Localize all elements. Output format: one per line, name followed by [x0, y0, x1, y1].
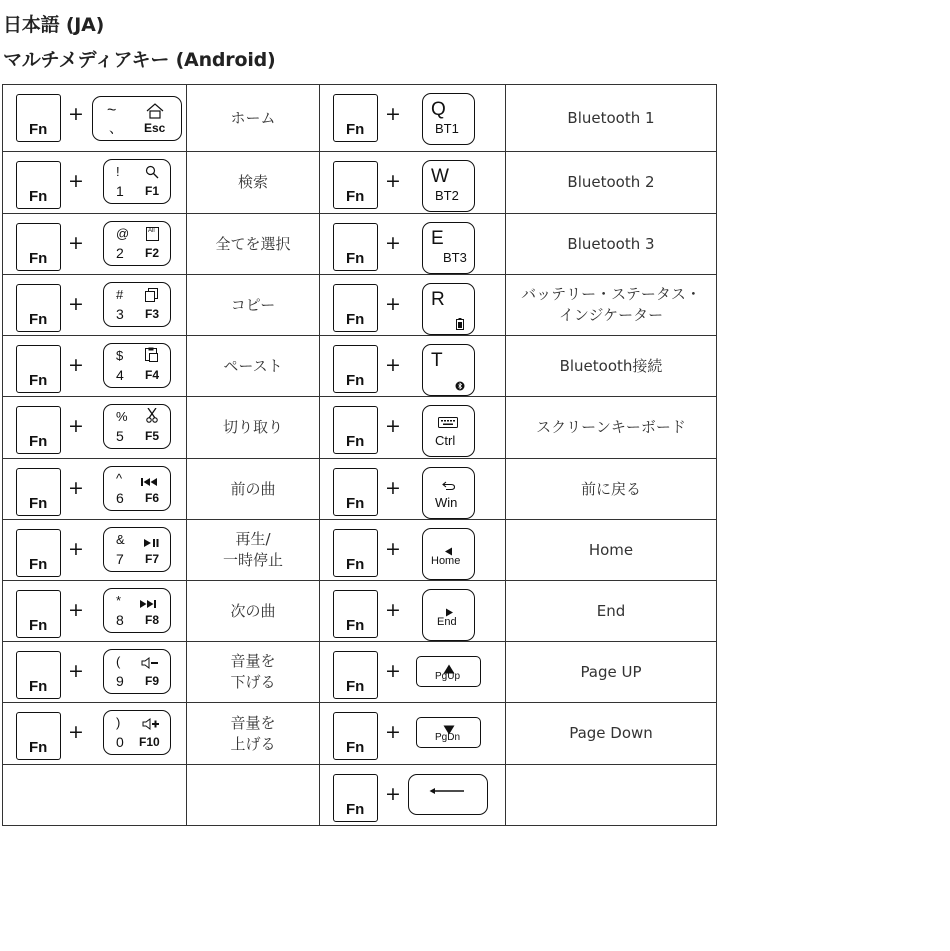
key-number: 5 — [116, 428, 124, 444]
left-key-combo-cell — [3, 152, 187, 214]
table-row — [3, 336, 717, 397]
fn-key-label: Fn — [29, 372, 48, 389]
left-key-combo-cell — [3, 275, 187, 336]
key-label: Ctrl — [435, 433, 456, 448]
function-key — [103, 466, 171, 511]
left-key-combo-cell — [3, 85, 187, 152]
fn-key — [333, 590, 378, 638]
key-combo — [320, 765, 505, 825]
key-number: 7 — [116, 551, 124, 567]
description-line: ペースト — [223, 356, 283, 375]
plus-sign: + — [385, 293, 401, 315]
table-row — [3, 703, 717, 765]
fn-key — [333, 774, 378, 822]
section-title: マルチメディアキー (Android) — [3, 49, 276, 71]
right-key-combo-cell — [320, 336, 506, 397]
plus-sign: + — [385, 721, 401, 743]
key-fkey-label: F6 — [145, 491, 160, 505]
fn-key — [333, 529, 378, 577]
table-row — [3, 214, 717, 275]
table-row — [3, 459, 717, 520]
key-symbol: $ — [116, 348, 124, 363]
left-description-cell — [187, 152, 320, 214]
fn-key-label: Fn — [346, 495, 365, 512]
key-bt-label: BT3 — [443, 250, 467, 265]
right-key-combo-cell — [320, 214, 506, 275]
function-key — [103, 404, 171, 449]
key-symbol: ( — [116, 654, 121, 669]
plus-sign: + — [68, 232, 84, 254]
fn-key — [16, 223, 61, 271]
right-description-cell — [506, 152, 717, 214]
shortcut-description — [223, 529, 283, 571]
description-line: 上げる — [230, 734, 276, 753]
key-symbol: # — [116, 287, 124, 302]
plus-sign: + — [68, 354, 84, 376]
left-key-combo-cell — [3, 459, 187, 520]
function-key — [103, 710, 171, 755]
table-row — [3, 520, 717, 581]
plus-sign: + — [385, 660, 401, 682]
key-combo — [320, 336, 505, 396]
fn-key — [16, 712, 61, 760]
key-combo — [3, 703, 186, 764]
shortcut-description — [536, 417, 686, 438]
plus-sign: + — [385, 477, 401, 499]
right-description-cell — [506, 336, 717, 397]
plus-sign: + — [385, 599, 401, 621]
fn-key-label: Fn — [29, 121, 48, 138]
fn-key — [16, 406, 61, 454]
plus-sign: + — [385, 354, 401, 376]
fn-key-label: Fn — [29, 250, 48, 267]
key-label: End — [437, 616, 457, 628]
shortcut-description — [223, 417, 283, 438]
previous-track-icon — [141, 472, 158, 491]
shortcut-description — [521, 284, 701, 326]
left-description-cell — [187, 765, 320, 826]
function-key — [103, 527, 171, 572]
key-number: 8 — [116, 612, 124, 628]
plus-sign: + — [385, 103, 401, 125]
plus-sign: + — [385, 232, 401, 254]
bluetooth-icon — [455, 376, 465, 395]
key-fkey-label: F1 — [145, 184, 160, 198]
plus-sign: + — [68, 538, 84, 560]
key-label: PgDn — [435, 732, 461, 743]
select-all-icon-label: All — [148, 228, 155, 234]
right-description-cell — [506, 459, 717, 520]
left-description-cell — [187, 642, 320, 703]
shortcut-description — [230, 108, 275, 129]
right-key-combo-cell — [320, 520, 506, 581]
language-title: 日本語 (JA) — [3, 14, 105, 36]
left-description-cell — [187, 703, 320, 765]
fn-key — [333, 712, 378, 760]
description-line: ホーム — [230, 108, 276, 127]
volume-up-icon — [142, 715, 160, 734]
left-description-cell — [187, 336, 320, 397]
description-line: 切り取り — [222, 418, 283, 436]
key-number: 6 — [116, 490, 124, 506]
table-row — [3, 85, 717, 152]
key-combo — [320, 581, 505, 641]
fn-key — [333, 94, 378, 142]
key-fkey-label: Esc — [144, 121, 166, 135]
key-combo — [3, 214, 186, 274]
fn-key-label: Fn — [29, 739, 48, 756]
description-line: 音量を — [230, 713, 276, 732]
key-label: PgUp — [435, 671, 461, 682]
copy-icon — [145, 287, 159, 306]
description-line: 前の曲 — [230, 479, 276, 498]
plus-sign: + — [68, 170, 84, 192]
shortcut-key — [422, 467, 475, 519]
fn-key — [333, 161, 378, 209]
key-fkey-label: F8 — [145, 613, 160, 627]
fn-key — [16, 529, 61, 577]
fn-key-label: Fn — [346, 311, 365, 328]
key-combo — [3, 397, 186, 458]
key-symbol: ~ — [107, 102, 117, 119]
table-row — [3, 642, 717, 703]
fn-key-label: Fn — [29, 311, 48, 328]
fn-key-label: Fn — [346, 250, 365, 267]
keyboard-icon — [438, 413, 458, 432]
fn-key — [16, 468, 61, 516]
fn-key — [16, 284, 61, 332]
description-line: Page Down — [569, 724, 653, 742]
shortcut-description — [230, 713, 275, 755]
play-pause-icon — [144, 533, 159, 552]
plus-sign: + — [68, 293, 84, 315]
key-combo — [3, 152, 186, 213]
right-key-combo-cell — [320, 581, 506, 642]
shortcut-key — [422, 405, 475, 457]
plus-sign: + — [385, 783, 401, 805]
left-description-cell — [187, 85, 320, 152]
key-symbol: ! — [116, 164, 120, 179]
key-label: Home — [431, 555, 461, 567]
key-subchar: 、 — [109, 120, 123, 136]
fn-key-label: Fn — [29, 556, 48, 573]
right-description-cell — [506, 85, 717, 152]
left-key-combo-cell — [3, 765, 187, 826]
fn-key-label: Fn — [29, 678, 48, 695]
fn-key — [16, 590, 61, 638]
key-number: 3 — [116, 306, 124, 322]
plus-sign: + — [385, 415, 401, 437]
fn-key-label: Fn — [346, 188, 365, 205]
key-combo — [320, 85, 505, 151]
fn-key-label: Fn — [346, 678, 365, 695]
function-key — [103, 282, 171, 327]
key-letter: T — [431, 350, 443, 371]
left-key-combo-cell — [3, 581, 187, 642]
plus-sign: + — [68, 599, 84, 621]
key-symbol: ) — [116, 715, 121, 730]
fn-key — [333, 284, 378, 332]
right-key-combo-cell — [320, 459, 506, 520]
key-combo — [320, 520, 505, 580]
left-description-cell — [187, 459, 320, 520]
fn-key — [16, 161, 61, 209]
shortcut-key — [422, 283, 475, 335]
table-row — [3, 765, 717, 826]
key-fkey-label: F4 — [145, 368, 160, 382]
key-fkey-label: F5 — [145, 429, 160, 443]
key-letter: Q — [431, 99, 446, 120]
description-line: 次の曲 — [230, 601, 276, 620]
fn-key — [333, 468, 378, 516]
shortcut-table — [2, 84, 717, 826]
fn-key-label: Fn — [29, 495, 48, 512]
key-bt-label: BT2 — [435, 188, 459, 203]
key-label: Win — [435, 495, 458, 510]
description-line: 検索 — [237, 173, 268, 191]
next-track-icon — [140, 594, 157, 613]
shortcut-description — [589, 540, 633, 561]
shortcut-description — [238, 172, 268, 193]
key-fkey-label: F3 — [145, 307, 160, 321]
shortcut-description — [223, 356, 282, 377]
description-line: Bluetooth接続 — [559, 356, 663, 375]
fn-key — [333, 406, 378, 454]
shortcut-key — [422, 344, 475, 396]
right-key-combo-cell — [320, 642, 506, 703]
description-line: Bluetooth 1 — [567, 108, 655, 127]
shortcut-description — [230, 651, 275, 693]
table-row — [3, 397, 717, 459]
paste-icon — [145, 347, 159, 366]
fn-key-label: Fn — [346, 556, 365, 573]
fn-key-label: Fn — [29, 433, 48, 450]
key-combo — [320, 459, 505, 519]
right-description-cell — [506, 703, 717, 765]
right-description-cell — [506, 275, 717, 336]
shortcut-description — [581, 479, 641, 500]
shortcut-key — [422, 222, 475, 274]
description-line: スクリーンキーボード — [536, 418, 686, 436]
description-line: Bluetooth 3 — [567, 234, 655, 253]
key-bt-label: BT1 — [435, 121, 459, 136]
fn-key-label: Fn — [346, 372, 365, 389]
key-fkey-label: F10 — [139, 735, 160, 749]
right-description-cell — [506, 642, 717, 703]
key-letter: R — [431, 289, 445, 310]
key-fkey-label: F7 — [145, 552, 160, 566]
plus-sign: + — [68, 660, 84, 682]
right-description-cell — [506, 581, 717, 642]
right-key-combo-cell — [320, 765, 506, 826]
key-combo — [3, 459, 186, 519]
left-key-combo-cell — [3, 703, 187, 765]
key-combo — [320, 397, 505, 458]
description-line: インジケーター — [558, 306, 664, 324]
function-key — [103, 343, 171, 388]
home-icon — [145, 103, 165, 123]
plus-sign: + — [68, 721, 84, 743]
description-line: End — [596, 601, 626, 620]
key-combo — [3, 642, 186, 702]
fn-key — [333, 223, 378, 271]
shortcut-key — [422, 589, 475, 641]
shortcut-description — [597, 601, 626, 622]
shortcut-description — [215, 234, 290, 255]
right-description-cell — [506, 397, 717, 459]
fn-key-label: Fn — [346, 433, 365, 450]
description-line: Home — [588, 540, 634, 559]
shortcut-description — [560, 356, 663, 377]
key-fkey-label: F2 — [145, 246, 160, 260]
plus-sign: + — [68, 477, 84, 499]
left-key-combo-cell — [3, 397, 187, 459]
left-description-cell — [187, 214, 320, 275]
key-symbol: % — [116, 409, 128, 424]
key-number: 9 — [116, 673, 124, 689]
description-line: 一時停止 — [222, 551, 283, 569]
fn-key — [333, 651, 378, 699]
backspace-arrow-icon — [429, 780, 465, 799]
key-combo — [320, 703, 505, 764]
key-letter: E — [431, 228, 444, 249]
function-key — [103, 588, 171, 633]
shortcut-description — [580, 662, 641, 683]
battery-icon — [456, 315, 464, 334]
key-combo — [3, 336, 186, 396]
back-arrow-icon — [442, 476, 456, 495]
fn-key — [16, 345, 61, 393]
right-description-cell — [506, 765, 717, 826]
left-description-cell — [187, 520, 320, 581]
key-combo — [3, 520, 186, 580]
key-combo — [320, 642, 505, 702]
fn-key-label: Fn — [346, 121, 365, 138]
esc-key — [92, 96, 182, 141]
shortcut-key — [416, 656, 481, 687]
shortcut-description — [230, 479, 275, 500]
right-key-combo-cell — [320, 703, 506, 765]
shortcut-description — [567, 234, 654, 255]
plus-sign: + — [385, 538, 401, 560]
fn-key-label: Fn — [346, 801, 365, 818]
shortcut-key — [422, 93, 475, 145]
key-combo — [320, 275, 505, 335]
key-number: 4 — [116, 367, 124, 383]
right-description-cell — [506, 214, 717, 275]
search-icon — [145, 164, 159, 183]
description-line: 音量を — [230, 652, 276, 670]
scissors-icon — [146, 408, 158, 427]
table-row — [3, 152, 717, 214]
shortcut-description — [231, 295, 275, 316]
key-symbol: @ — [116, 226, 130, 241]
right-key-combo-cell — [320, 85, 506, 152]
description-line: Bluetooth 2 — [567, 173, 655, 191]
description-line: 前に戻る — [580, 479, 641, 498]
fn-key — [16, 651, 61, 699]
description-line: Page UP — [580, 662, 642, 681]
fn-key-label: Fn — [346, 739, 365, 756]
description-line: コピー — [230, 295, 276, 314]
plus-sign: + — [68, 103, 84, 125]
key-combo — [3, 85, 186, 151]
description-line: バッテリー・ステータス・ — [521, 285, 701, 303]
key-letter: W — [431, 166, 449, 187]
fn-key-label: Fn — [346, 617, 365, 634]
left-description-cell — [187, 275, 320, 336]
function-key — [103, 649, 171, 694]
right-description-cell — [506, 520, 717, 581]
key-number: 1 — [116, 183, 124, 199]
description-line: 全てを選択 — [215, 234, 291, 253]
plus-sign: + — [385, 170, 401, 192]
left-description-cell — [187, 581, 320, 642]
key-number: 2 — [116, 245, 124, 261]
left-key-combo-cell — [3, 642, 187, 703]
fn-key — [333, 345, 378, 393]
shortcut-key — [422, 528, 475, 580]
plus-sign: + — [68, 415, 84, 437]
shortcut-description — [230, 601, 275, 622]
key-combo — [320, 152, 505, 213]
function-key — [103, 221, 171, 266]
volume-down-icon — [141, 654, 159, 673]
key-symbol: & — [116, 532, 125, 547]
fn-key — [16, 94, 61, 142]
shortcut-description — [567, 108, 654, 129]
shortcut-key — [416, 717, 481, 748]
key-symbol: ^ — [116, 471, 123, 486]
fn-key-label: Fn — [29, 617, 48, 634]
key-symbol: * — [116, 593, 122, 608]
right-key-combo-cell — [320, 397, 506, 459]
shortcut-description — [569, 723, 653, 744]
table-row — [3, 581, 717, 642]
fn-key-label: Fn — [29, 188, 48, 205]
left-description-cell — [187, 397, 320, 459]
backspace-key — [408, 774, 488, 815]
description-line: 下げる — [230, 673, 276, 691]
description-line: 再生/ — [235, 530, 271, 548]
left-key-combo-cell — [3, 336, 187, 397]
left-key-combo-cell — [3, 214, 187, 275]
shortcut-description — [567, 172, 654, 193]
key-fkey-label: F9 — [145, 674, 160, 688]
key-number: 0 — [116, 734, 124, 750]
key-combo — [320, 214, 505, 274]
key-combo — [3, 275, 186, 335]
right-key-combo-cell — [320, 152, 506, 214]
key-combo — [3, 581, 186, 641]
left-key-combo-cell — [3, 520, 187, 581]
shortcut-key — [422, 160, 475, 212]
function-key — [103, 159, 171, 204]
table-row — [3, 275, 717, 336]
right-key-combo-cell — [320, 275, 506, 336]
